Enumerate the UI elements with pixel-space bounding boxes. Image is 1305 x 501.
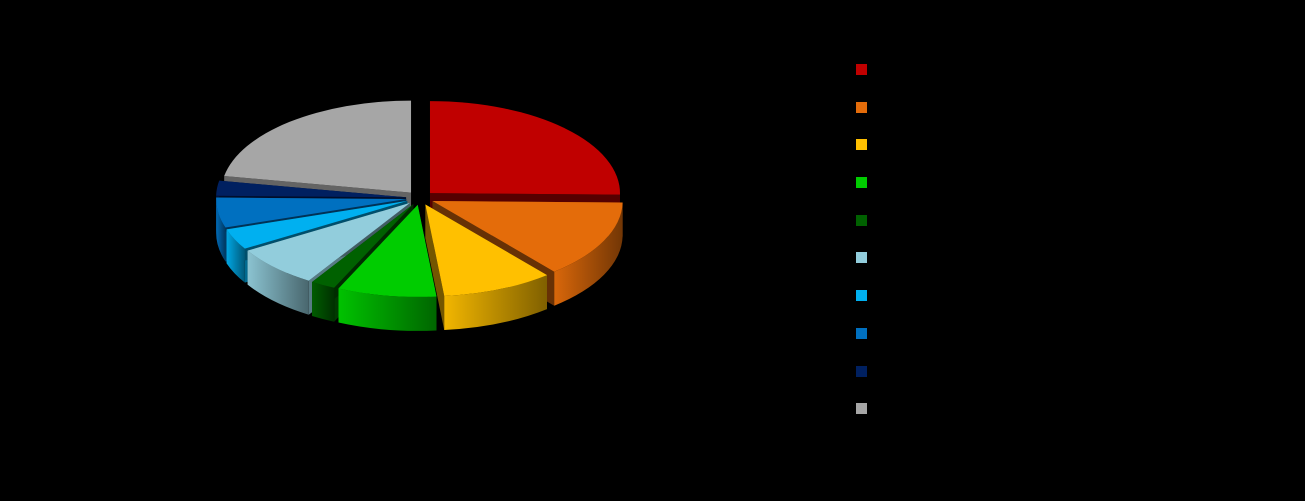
legend-swatch (856, 64, 867, 75)
legend-item (856, 137, 1276, 175)
legend-item (856, 62, 1276, 100)
legend-item (856, 364, 1276, 402)
legend-swatch (856, 102, 867, 113)
legend-item (856, 326, 1276, 364)
legend-swatch (856, 139, 867, 150)
pie-slice-outer-wall-4 (312, 282, 334, 322)
legend-item (856, 401, 1276, 439)
legend-item (856, 175, 1276, 213)
legend-swatch (856, 252, 867, 263)
legend-item (856, 250, 1276, 288)
legend-item (856, 288, 1276, 326)
legend-swatch (856, 403, 867, 414)
legend-swatch (856, 215, 867, 226)
legend-item (856, 213, 1276, 251)
pie-slice-0 (430, 101, 620, 195)
legend-swatch (856, 177, 867, 188)
legend-swatch (856, 328, 867, 339)
legend-swatch (856, 290, 867, 301)
legend-swatch (856, 366, 867, 377)
legend-item (856, 100, 1276, 138)
legend (856, 62, 1276, 439)
